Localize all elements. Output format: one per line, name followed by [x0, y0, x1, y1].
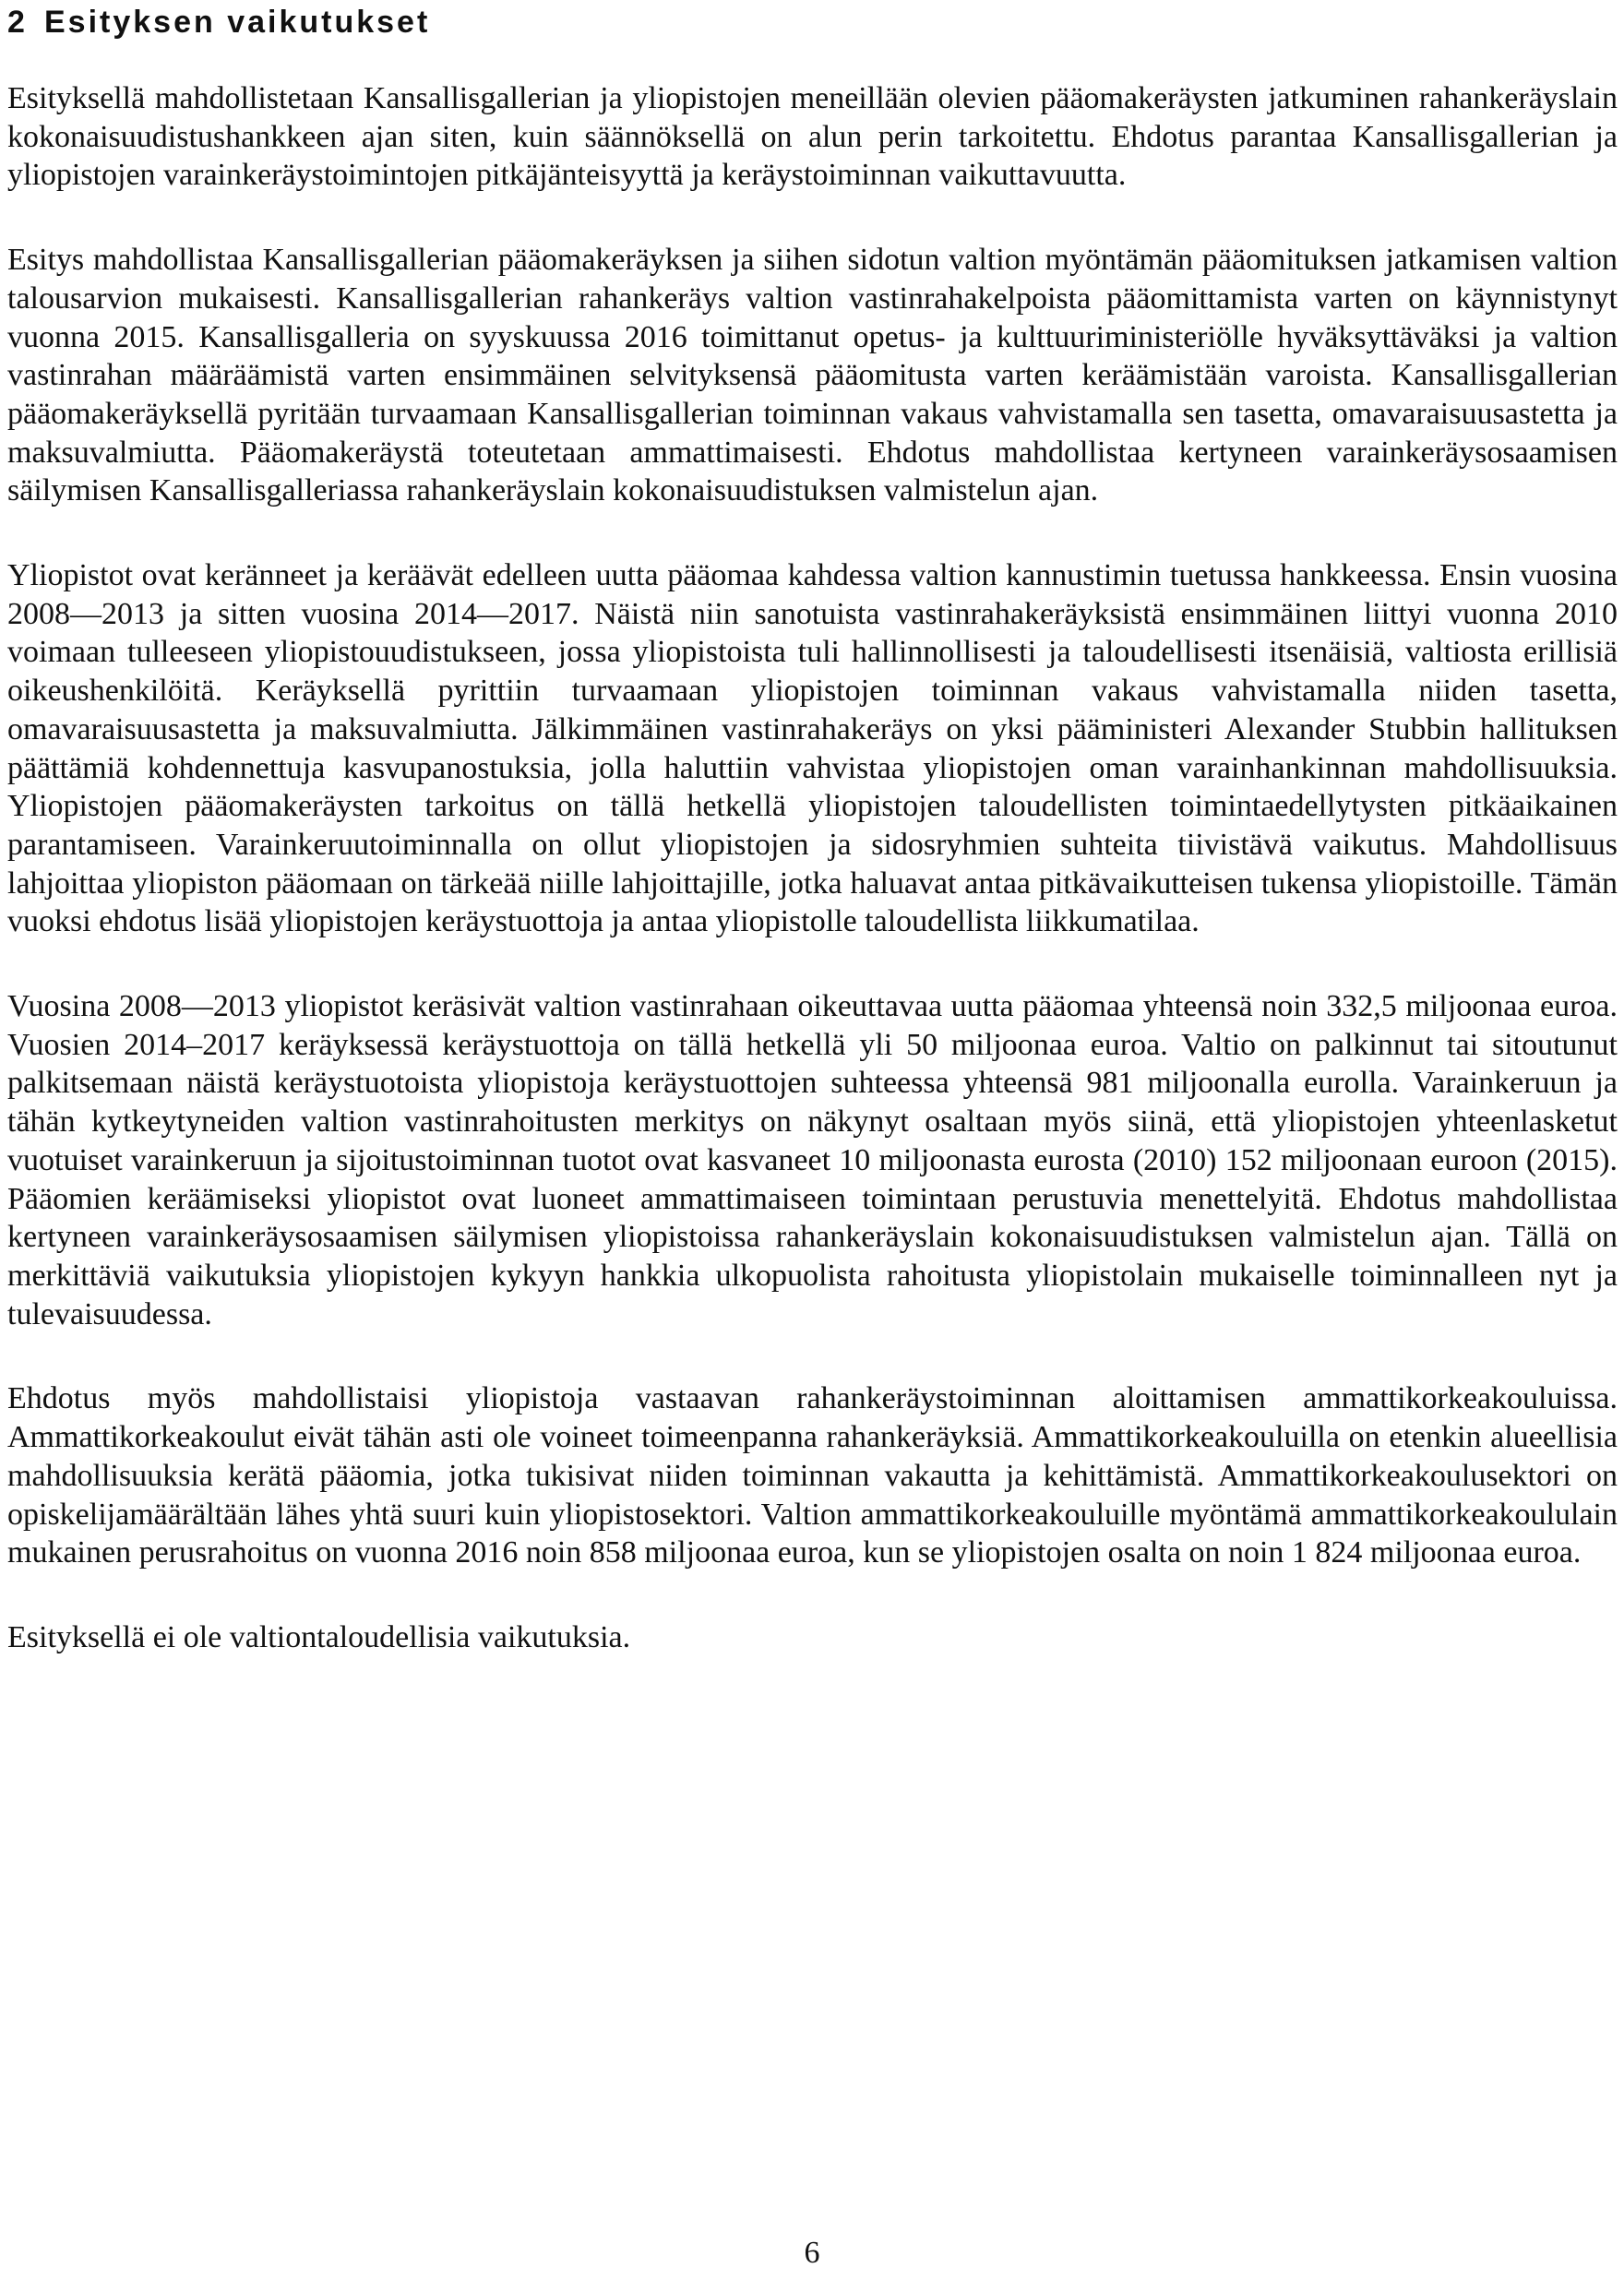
section-title: Esityksen vaikutukset: [44, 5, 431, 40]
paragraph-6: Esityksellä ei ole valtiontaloudellisia vaikutuksia.: [7, 1619, 631, 1654]
section-number: 2: [7, 5, 28, 40]
paragraph-1: Esityksellä mahdollistetaan Kansallisgallerian ja yliopistojen meneillään olevien pääomakeräysten jatkuminen rahankeräyslain kokonaisuudistushankkeen ajan siten, kuin säännöksellä on alun perin tarkoitettu. Ehdotus parantaa Kansallisgallerian ja yliopistojen varainkeräystoimintojen pitkäjänteisyyttä ja keräystoiminnan vaikuttavuutta.: [7, 81, 1618, 193]
paragraph-4: Vuosina 2008—2013 yliopistot keräsivät valtion vastinrahaan oikeuttavaa uutta pääomaa yhteensä noin 332,5 miljoonaa euroa. Vuosien 2014–2017 keräyksessä keräystuottoja on tällä hetkellä yli 50 miljoonaa euroa. Valtio on palkinnut tai sitoutunut palkitsemaan näistä keräystuotoista yliopistoja keräystuottojen suhteessa yhteensä 981 miljoonalla eurolla. Varainkeruun ja tähän kytkeytyneiden valtion vastinrahoitusten merkitys on näkynyt osaltaan myös siinä, että yliopistojen yhteenlasketut vuotuiset varainkeruun ja sijoitustoiminnan tuotot ovat kasvaneet 10 miljoonasta eurosta (2010) 152 miljoonaan euroon (2015). Pääomien keräämiseksi yliopistot ovat luoneet ammattimaiseen toimintaan perustuvia menettelyitä. Ehdotus mahdollistaa kertyneen varainkeräysosaamisen säilymisen yliopistoissa rahankeräyslain kokonaisuudistuksen valmistelun ajan. Tällä on merkittäviä vaikutuksia yliopistojen kykyyn hankkia ulkopuolista rahoitusta yliopistolain mukaiselle toiminnalleen nyt ja tulevaisuudessa.: [7, 989, 1618, 1331]
body-text: [7, 79, 1618, 1703]
paragraph-2: Esitys mahdollistaa Kansallisgallerian pääomakeräyksen ja siihen sidotun valtion myöntämän pääomituksen jatkamisen valtion talousarvion mukaisesti. Kansallisgallerian rahankeräys valtion vastinrahakelpoista pääomittamista varten on käynnistynyt vuonna 2015. Kansallisgalleria on syyskuussa 2016 toimittanut opetus- ja kulttuuriministeriölle hyväksyttäväksi ja valtion vastinrahan määräämistä varten ensimmäinen selvityksensä pääomitusta varten keräämistään varoista. Kansallisgallerian pääomakeräyksellä pyritään turvaamaan Kansallisgallerian toiminnan vakaus vahvistamalla sen tasetta, omavaraisuusastetta ja maksuvalmiutta. Pääomakeräystä toteutetaan ammattimaisesti. Ehdotus mahdollistaa kertyneen varainkeräysosaamisen säilymisen Kansallisgalleriassa rahankeräyslain kokonaisuudistuksen valmistelun ajan.: [7, 243, 1618, 508]
page-number: 6: [804, 2236, 820, 2270]
paragraph-5: Ehdotus myös mahdollistaisi yliopistoja vastaavan rahankeräystoiminnan aloittamisen ammattikorkeakouluissa. Ammattikorkeakoulut eivät tähän asti ole voineet toimeenpanna rahankeräyksiä. Ammattikorkeakouluilla on etenkin alueellisia mahdollisuuksia kerätä pääomia, jotka tukisivat niiden toiminnan vakautta ja kehittämistä. Ammattikorkeakoulusektori on opiskelijamäärältään lähes yhtä suuri kuin yliopistosektori. Valtion ammattikorkeakouluille myöntämä ammattikorkeakoululain mukainen perusrahoitus on vuonna 2016 noin 858 miljoonaa euroa, kun se yliopistojen osalta on noin 1 824 miljoonaa euroa.: [7, 1381, 1618, 1570]
paragraph-3: Yliopistot ovat keränneet ja keräävät edelleen uutta pääomaa kahdessa valtion kannustimin tuetussa hankkeessa. Ensin vuosina 2008—2013 ja sitten vuosina 2014—2017. Näistä niin sanotuista vastinrahakeräyksistä ensimmäinen liittyi vuonna 2010 voimaan tulleeseen yliopistouudistukseen, jossa yliopistoista tuli hallinnollisesti ja taloudellisesti itsenäisiä, valtiosta erillisiä oikeushenkilöitä. Keräyksellä pyrittiin turvaamaan yliopistojen toiminnan vakaus vahvistamalla niiden tasetta, omavaraisuusastetta ja maksuvalmiutta. Jälkimmäinen vastinrahakeräys on yksi pääministeri Alexander Stubbin hallituksen päättämiä kohdennettuja kasvupanostuksia, jolla haluttiin vahvistaa yliopistojen oman varainhankinnan mahdollisuuksia. Yliopistojen pääomakeräysten tarkoitus on tällä hetkellä yliopistojen taloudellisten toimintaedellytysten pitkäaikainen parantamiseen. Varainkeruutoiminnalla on ollut yliopistojen ja sidosryhmien suhteita tiivistävä vaikutus. Mahdollisuus lahjoittaa yliopiston pääomaan on tärkeää niille lahjoittajille, jotka haluavat antaa pitkävaikutteisen tukensa yliopistoille. Tämän vuoksi ehdotus lisää yliopistojen keräystuottoja ja antaa yliopistolle taloudellista liikkumatilaa.: [7, 558, 1618, 939]
section-heading: [7, 2, 430, 42]
